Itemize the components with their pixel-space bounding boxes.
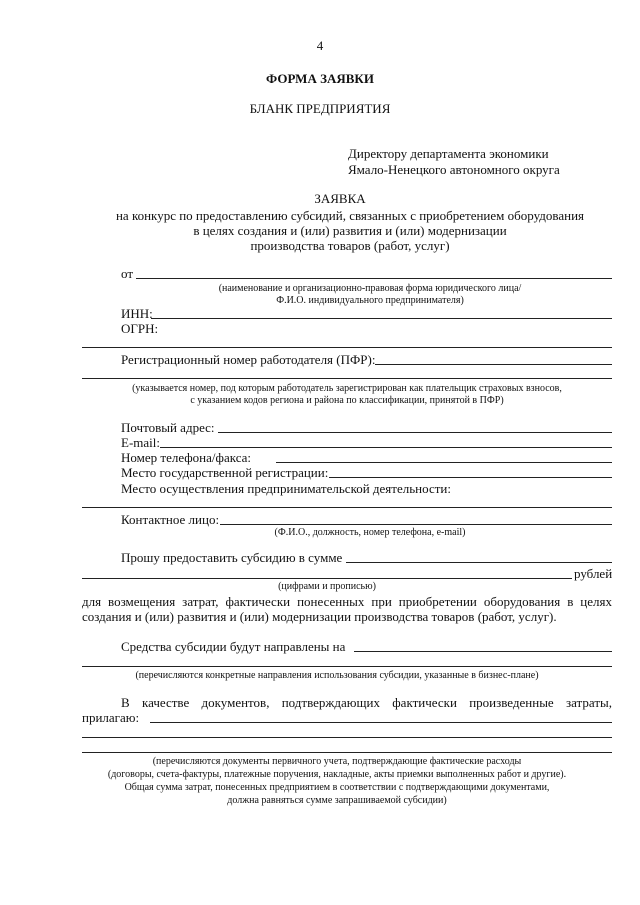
contact-person-hint: (Ф.И.О., должность, номер телефона, e-mail) — [274, 527, 466, 538]
pfr-hint-line-2: с указанием кодов региона и района по классификации, принятой в ПФР) — [190, 395, 504, 406]
pfr-label: Регистрационный номер работодателя (ПФР): — [121, 352, 376, 367]
postal-address-field[interactable] — [218, 432, 612, 433]
subsidy-purpose-line-1: для возмещения затрат, фактически понесенных при приобретении оборудования в целях — [82, 594, 612, 609]
pfr-hint-line-1: (указывается номер, под которым работодатель зарегистрирован как плательщик страховых взносов, — [132, 383, 562, 394]
postal-address-label: Почтовый адрес: — [121, 420, 215, 435]
currency-label: рублей — [574, 566, 613, 581]
from-hint-line-1: (наименование и организационно-правовая форма юридического лица/ — [218, 283, 522, 294]
documents-hint-line-3: Общая сумма затрат, понесенных предприятием в соответствии с подтверждающими документами, — [124, 782, 550, 793]
subsidy-purpose-line-2: создания и (или) развития и (или) модернизации производства товаров (работ, услуг). — [82, 609, 557, 624]
documents-field[interactable] — [150, 722, 612, 723]
inn-label: ИНН: — [121, 306, 153, 321]
application-title: ЗАЯВКА — [314, 191, 366, 206]
documents-hint-line-1: (перечисляются документы первичного учета, подтверждающие фактические расходы — [152, 756, 522, 767]
application-subject-line-1: на конкурс по предоставлению субсидий, связанных с приобретением оборудования — [115, 208, 585, 223]
contact-person-label: Контактное лицо: — [121, 512, 220, 527]
business-place-label: Место осуществления предпринимательской деятельности: — [121, 481, 451, 496]
ogrn-label: ОГРН: — [121, 321, 159, 336]
from-label: от — [121, 266, 134, 281]
subsidy-amount-label: Прошу предоставить субсидию в сумме — [121, 550, 343, 565]
addressee-line-2: Ямало-Ненецкого автономного округа — [348, 162, 560, 177]
addressee-line-1: Директору департамента экономики — [348, 146, 549, 161]
business-place-field[interactable] — [82, 507, 612, 508]
documents-field-2[interactable] — [82, 737, 612, 738]
documents-hint-line-4: должна равняться сумме запрашиваемой субсидии) — [227, 795, 447, 806]
email-field[interactable] — [160, 447, 612, 448]
pfr-field-continued[interactable] — [82, 378, 612, 379]
inn-field[interactable] — [151, 318, 612, 319]
documents-attached-label: прилагаю: — [82, 710, 140, 725]
from-field[interactable] — [136, 278, 612, 279]
pfr-field[interactable] — [375, 364, 612, 365]
form-title: ФОРМА ЗАЯВКИ — [266, 71, 374, 86]
registration-place-label: Место государственной регистрации: — [121, 465, 329, 480]
ogrn-field[interactable] — [82, 347, 612, 348]
phone-label: Номер телефона/факса: — [121, 450, 252, 465]
registration-place-field[interactable] — [329, 477, 612, 478]
documents-hint-line-2: (договоры, счета-фактуры, платежные поручения, накладные, акты приемки выполненных работ и другие). — [107, 769, 567, 780]
directions-hint: (перечисляются конкретные направления использования субсидии, указанные в бизнес-плане) — [135, 670, 539, 681]
contact-person-field[interactable] — [220, 524, 612, 525]
directions-field-continued[interactable] — [82, 666, 612, 667]
page-number: 4 — [316, 38, 324, 53]
phone-field[interactable] — [276, 462, 612, 463]
from-hint-line-2: Ф.И.О. индивидуального предпринимателя) — [276, 295, 464, 306]
letterhead: БЛАНК ПРЕДПРИЯТИЯ — [249, 101, 391, 116]
documents-intro-line: В качестве документов, подтверждающих фактически произведенные затраты, — [121, 695, 612, 710]
directions-field[interactable] — [354, 651, 612, 652]
application-subject-line-3: производства товаров (работ, услуг) — [250, 238, 450, 253]
subsidy-amount-hint: (цифрами и прописью) — [278, 581, 376, 592]
email-label: E-mail: — [121, 435, 160, 450]
application-subject-line-2: в целях создания и (или) развития и (или) модернизации — [193, 223, 507, 238]
directions-label: Средства субсидии будут направлены на — [121, 639, 346, 654]
subsidy-amount-field-continued[interactable] — [82, 578, 572, 579]
subsidy-amount-field[interactable] — [346, 562, 612, 563]
documents-field-3[interactable] — [82, 752, 612, 753]
